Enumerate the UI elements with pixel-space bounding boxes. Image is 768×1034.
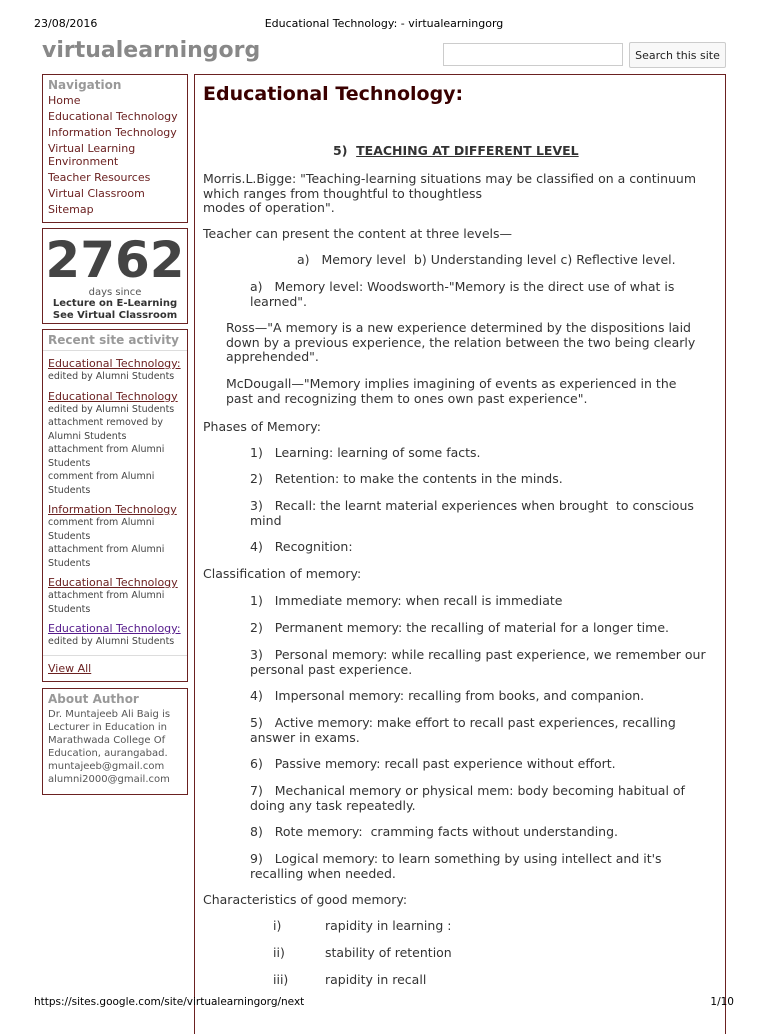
about-author-box xyxy=(42,688,188,795)
nav-item-home[interactable]: Home xyxy=(48,94,81,107)
activity-detail: Students xyxy=(48,457,91,469)
activity-detail: Students xyxy=(48,484,91,496)
paragraph-mcdougall: McDougall—"Memory implies imagining of events as experienced in the past and recognizing them to ones own past experience". xyxy=(226,376,677,406)
section-number: 5) xyxy=(333,143,348,158)
classification-item: 6) Passive memory: recall past experience without effort. xyxy=(250,756,616,771)
nav-item-information-technology[interactable]: Information Technology xyxy=(48,126,177,139)
classification-item: 3) Personal memory: while recalling past experience, we remember our personal past experience. xyxy=(250,647,710,677)
section-title-text: TEACHING AT DIFFERENT LEVEL xyxy=(356,143,579,158)
nav-item-educational-technology[interactable]: Educational Technology xyxy=(48,110,178,123)
activity-detail: Alumni Students xyxy=(48,430,127,442)
levels-list: a) Memory level b) Understanding level c) Reflective level. xyxy=(297,252,676,267)
activity-detail: attachment from Alumni xyxy=(48,444,165,455)
about-line: Dr. Muntajeeb Ali Baig is xyxy=(48,709,171,720)
activity-link[interactable]: Information Technology xyxy=(48,503,177,516)
characteristic-text: stability of retention xyxy=(325,945,452,960)
characteristic-text: rapidity in recall xyxy=(325,972,427,987)
activity-link[interactable]: Educational Technology: xyxy=(48,357,181,370)
classification-item: 9) Logical memory: to learn something by using intellect and it's recalling when needed. xyxy=(250,851,666,881)
counter-line-1: Lecture on E-Learning xyxy=(52,298,178,309)
paragraph-ross: Ross—"A memory is a new experience determined by the dispositions laid down by a previous experience, the relation between the two being clearly apprehended". xyxy=(226,320,696,364)
activity-item xyxy=(43,357,187,384)
counter-label: days since xyxy=(88,287,142,298)
phase-item: 2) Retention: to make the contents in the minds. xyxy=(250,471,563,486)
view-all-link[interactable]: View All xyxy=(48,661,92,675)
activity-item xyxy=(43,503,187,570)
print-date: 23/08/2016 xyxy=(34,17,98,30)
divider xyxy=(43,655,187,656)
about-email[interactable]: muntajeeb@gmail.com xyxy=(48,761,165,772)
counter-box xyxy=(42,228,188,324)
recent-activity-title: Recent site activity xyxy=(48,333,179,347)
activity-list xyxy=(43,357,187,649)
activity-detail: edited by Alumni Students xyxy=(48,371,175,382)
paragraph-bigge: Morris.L.Bigge: "Teaching-learning situations may be classified on a continuum which ranges from thoughtful to thoughtless modes of operation". xyxy=(203,171,697,215)
page-url: https://sites.google.com/site/virtualearningorg/next xyxy=(34,996,305,1008)
phases-title: Phases of Memory: xyxy=(203,419,321,434)
classification-item: 1) Immediate memory: when recall is immediate xyxy=(250,593,563,608)
nav-item-sitemap[interactable]: Sitemap xyxy=(48,203,94,216)
classification-item: 2) Permanent memory: the recalling of material for a longer time. xyxy=(250,620,669,635)
characteristic-number: i) xyxy=(273,918,282,933)
activity-detail: attachment removed by xyxy=(48,417,163,428)
activity-item xyxy=(43,576,187,616)
paragraph-memory-level: a) Memory level: Woodsworth-"Memory is the direct use of what is learned". xyxy=(250,279,679,309)
nav-item-teacher-resources[interactable]: Teacher Resources xyxy=(48,171,151,184)
about-line: Education, aurangabad. xyxy=(48,748,168,759)
activity-detail: edited by Alumni Students xyxy=(48,403,175,415)
section-title xyxy=(333,144,579,159)
main-content xyxy=(194,74,726,1034)
characteristic-number: iii) xyxy=(273,972,289,987)
characteristic-number: ii) xyxy=(273,945,285,960)
about-email[interactable]: alumni2000@gmail.com xyxy=(48,774,170,785)
about-line: Lecturer in Education in xyxy=(48,722,168,733)
activity-detail: comment from Alumni xyxy=(48,517,155,528)
activity-detail: Students xyxy=(48,557,91,569)
site-title[interactable]: virtualearningorg xyxy=(42,38,261,63)
page-heading: Educational Technology: xyxy=(203,83,464,105)
classification-item: 4) Impersonal memory: recalling from books, and companion. xyxy=(250,688,645,703)
characteristics-title: Characteristics of good memory: xyxy=(203,892,408,907)
counter-line-2: See Virtual Classroom xyxy=(52,310,178,321)
activity-detail: Students xyxy=(48,603,91,615)
activity-detail: attachment from Alumni xyxy=(48,590,165,601)
about-line: Marathwada College Of xyxy=(48,735,166,746)
page-number: 1/10 xyxy=(710,996,734,1008)
classification-item: 8) Rote memory: cramming facts without understanding. xyxy=(250,824,619,839)
divider xyxy=(43,350,187,351)
activity-detail: Students xyxy=(48,530,91,542)
about-author-title: About Author xyxy=(48,692,139,706)
print-title: Educational Technology: - virtualearningorg xyxy=(264,17,504,30)
nav-item-virtual-classroom[interactable]: Virtual Classroom xyxy=(48,187,145,200)
phase-item: 4) Recognition: xyxy=(250,539,353,554)
classification-title: Classification of memory: xyxy=(203,566,362,581)
search-button[interactable]: Search this site xyxy=(629,42,726,68)
activity-link[interactable]: Educational Technology: xyxy=(48,622,181,635)
navigation-box xyxy=(42,74,188,223)
activity-detail: edited by Alumni Students xyxy=(48,636,175,647)
activity-item xyxy=(43,390,187,498)
phase-item: 1) Learning: learning of some facts. xyxy=(250,445,481,460)
paragraph-levels: Teacher can present the content at three levels— xyxy=(203,226,513,241)
activity-link[interactable]: Educational Technology xyxy=(48,576,178,589)
activity-item xyxy=(43,622,187,649)
days-counter: 2762 xyxy=(45,231,185,289)
search-input[interactable] xyxy=(443,43,623,66)
about-author-text xyxy=(43,708,187,786)
activity-link[interactable]: Educational Technology xyxy=(48,389,178,403)
classification-item: 7) Mechanical memory or physical mem: body becoming habitual of doing any task repeatedly. xyxy=(250,783,689,813)
activity-detail: attachment from Alumni xyxy=(48,544,165,555)
phase-item: 3) Recall: the learnt material experiences when brought to conscious mind xyxy=(250,498,698,528)
print-footer xyxy=(0,994,768,1024)
characteristic-text: rapidity in learning : xyxy=(325,918,452,933)
activity-detail: comment from Alumni xyxy=(48,471,155,482)
navigation-title: Navigation xyxy=(48,78,122,92)
classification-item: 5) Active memory: make effort to recall past experiences, recalling answer in exams. xyxy=(250,715,680,745)
nav-item-virtual-learning-environment[interactable]: Virtual Learning Environment xyxy=(48,142,136,168)
navigation-list xyxy=(43,94,187,216)
recent-activity-box xyxy=(42,329,188,682)
